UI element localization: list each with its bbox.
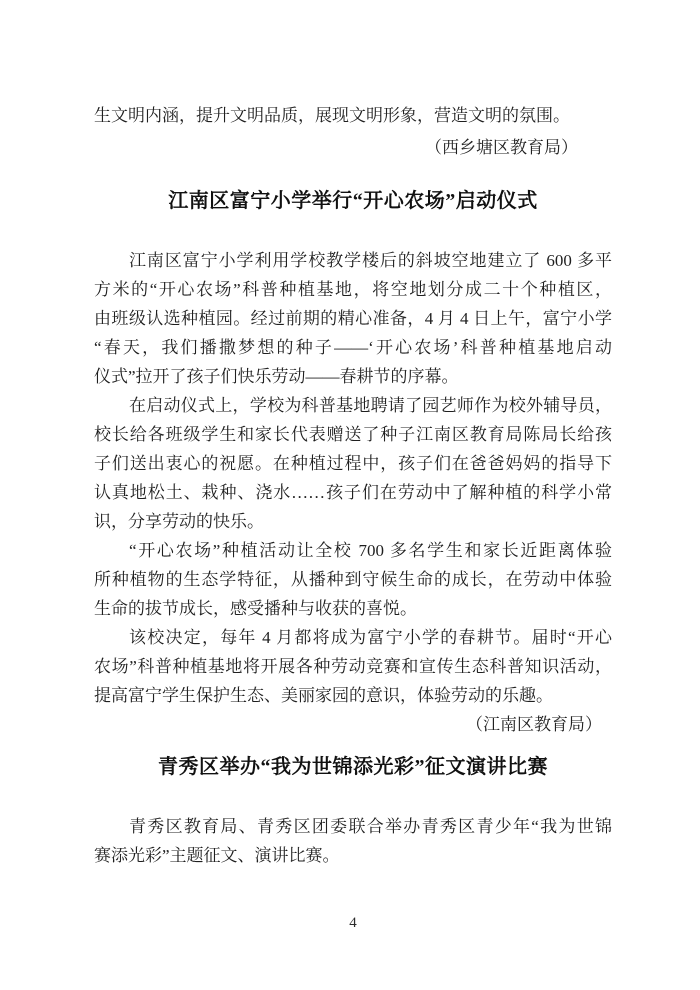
paragraph-line: “春天，我们播撒梦想的种子——‘开心农场’科普种植基地启动 xyxy=(94,338,612,357)
paragraph-line: 识，分享劳动的快乐。 xyxy=(94,512,264,531)
paragraph-line: 子们送出衷心的祝愿。在种植过程中，孩子们在爸爸妈妈的指导下 xyxy=(94,454,612,473)
paragraph-line: “开心农场”种植活动让全校 700 多名学生和家长近距离体验 xyxy=(129,541,612,560)
paragraph-line: 在启动仪式上，学校为科普基地聘请了园艺师作为校外辅导员， xyxy=(129,396,612,415)
body-paragraph xyxy=(94,246,612,391)
paragraph-line: 所种植物的生态学特征，从播种到守候生命的成长，在劳动中体验 xyxy=(94,570,612,589)
article-heading: 青秀区举办“我为世锦添光彩”征文演讲比赛 xyxy=(158,756,548,778)
body-paragraph xyxy=(94,391,612,536)
paragraph-line: 提高富宁学生保护生态、美丽家园的意识，体验劳动的乐趣。 xyxy=(94,686,553,705)
body-paragraph xyxy=(94,623,612,710)
body-paragraph xyxy=(94,812,612,870)
body-paragraph xyxy=(94,536,612,623)
page-number: 4 xyxy=(349,915,357,931)
paragraph-line: 生命的拔节成长，感受播种与收获的喜悦。 xyxy=(94,599,417,618)
attribution-signature: （江南区教育局） xyxy=(466,715,602,734)
paragraph-line: 生文明内涵，提升文明品质，展现文明形象，营造文明的氛围。 xyxy=(94,106,570,125)
attribution-signature: （西乡塘区教育局） xyxy=(425,138,578,157)
article-heading: 江南区富宁小学举行“开心农场”启动仪式 xyxy=(168,190,538,212)
paragraph-line: 赛添光彩”主题征文、演讲比赛。 xyxy=(94,846,340,865)
body-paragraph-continuation xyxy=(94,101,612,130)
paragraph-line: 仪式”拉开了孩子们快乐劳动——春耕节的序幕。 xyxy=(94,367,459,386)
paragraph-line: 农场”科普种植基地将开展各种劳动竞赛和宣传生态科普知识活动， xyxy=(94,657,612,676)
paragraph-line: 青秀区教育局、青秀区团委联合举办青秀区青少年“我为世锦 xyxy=(129,817,612,836)
paragraph-line: 江南区富宁小学利用学校教学楼后的斜坡空地建立了 600 多平 xyxy=(129,251,612,270)
paragraph-line: 校长给各班级学生和家长代表赠送了种子江南区教育局陈局长给孩 xyxy=(94,425,612,444)
paragraph-line: 该校决定，每年 4 月都将成为富宁小学的春耕节。届时“开心 xyxy=(129,628,612,647)
paragraph-line: 方米的“开心农场”科普种植基地，将空地划分成二十个种植区， xyxy=(94,280,612,299)
paragraph-line: 由班级认选种植园。经过前期的精心准备，4 月 4 日上午，富宁小学 xyxy=(94,309,612,328)
paragraph-line: 认真地松土、栽种、浇水……孩子们在劳动中了解种植的科学小常 xyxy=(94,483,612,502)
